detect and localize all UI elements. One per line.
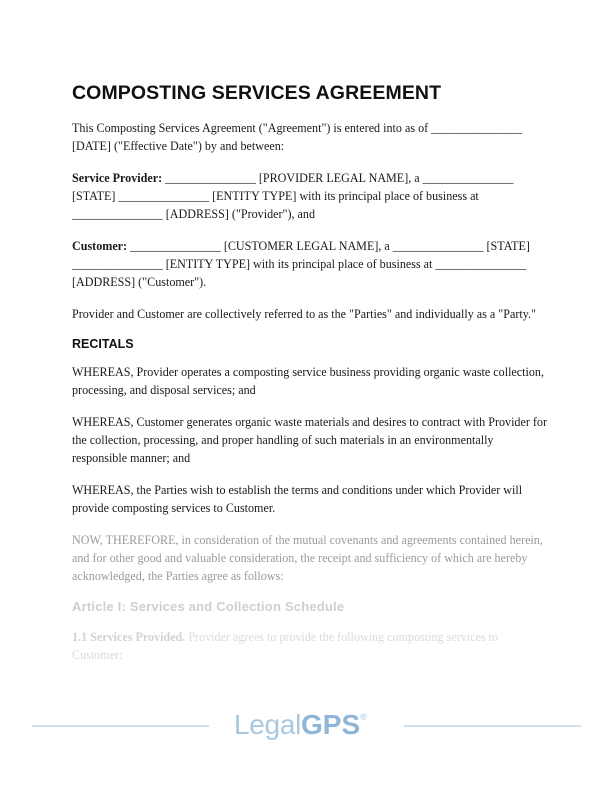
recital-3: WHEREAS, the Parties wish to establish the terms and conditions under which Provider will provide composting services to Customer. <box>72 483 523 515</box>
recitals-heading: RECITALS <box>72 337 134 351</box>
customer-paragraph <box>72 237 550 291</box>
logo-legal-text: Legal <box>234 709 302 740</box>
document-page <box>72 82 550 678</box>
intro-paragraph: This Composting Services Agreement ("Agreement") is entered into as of _______________ [DATE] ("Effective Date") by and between: <box>72 121 522 153</box>
parties-paragraph: Provider and Customer are collectively referred to as the "Parties" and individually as a "Party." <box>72 307 536 321</box>
customer-text: _______________ [CUSTOMER LEGAL NAME], a _______________ [STATE] _______________ [ENTITY TYPE] with its principal place of business at _______________ [ADDRESS] ("Customer"). <box>72 239 530 289</box>
registered-mark: ® <box>360 712 367 722</box>
provider-text: _______________ [PROVIDER LEGAL NAME], a _______________ [STATE] _______________ [ENTITY TYPE] with its principal place of business at _______________ [ADDRESS] ("Provider"), and <box>72 171 514 221</box>
customer-label: Customer: <box>72 239 128 253</box>
section-1-1-paragraph <box>72 628 550 664</box>
provider-paragraph <box>72 169 550 223</box>
article-1-heading: Article I: Services and Collection Schedule <box>72 599 345 614</box>
section-1-1-text: Provider agrees to provide the following composting services to Customer: <box>72 630 499 662</box>
logo-gps-text: GPS <box>301 709 361 740</box>
section-1-1-label: 1.1 Services Provided. <box>72 630 186 644</box>
recital-2: WHEREAS, Customer generates organic waste materials and desires to contract with Provider for the collection, processing, and proper handling of such materials in an environmentally responsible manner; and <box>72 415 547 465</box>
footer <box>0 706 612 746</box>
recital-1: WHEREAS, Provider operates a composting service business providing organic waste collection, processing, and disposal services; and <box>72 365 544 397</box>
legalgps-logo <box>234 707 367 743</box>
now-therefore-paragraph: NOW, THEREFORE, in consideration of the mutual covenants and agreements contained herein, and for other good and valuable consideration, the receipt and sufficiency of which are hereby acknowledged, the Parties agree as follows: <box>72 533 543 583</box>
footer-divider-right <box>404 725 581 727</box>
provider-label: Service Provider: <box>72 171 163 185</box>
document-title: COMPOSTING SERVICES AGREEMENT <box>72 82 442 104</box>
footer-divider-left <box>32 725 209 727</box>
